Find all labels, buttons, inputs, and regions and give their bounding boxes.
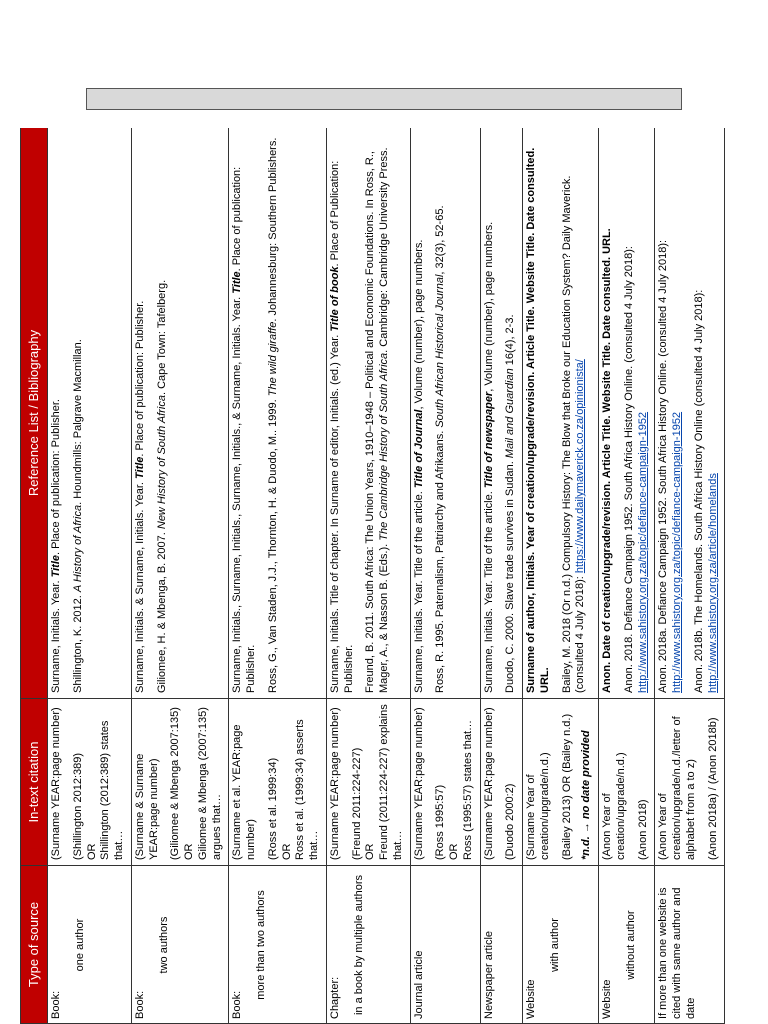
citation-example: OR (280, 843, 293, 860)
citation-example: Giliomee & Mbenga (2007:135) argues that… (196, 707, 223, 860)
in-text-citation-cell (48, 699, 132, 866)
table-row (655, 128, 725, 1024)
reference-text: Surname of author, Initials. Year of creation/upgrade/revision. Article Title. Website Title. Date consulted. URL. (525, 147, 551, 693)
reference-text: The wild giraffe (266, 321, 279, 397)
reference-text: Surname, Initials., Surname, Initials., Surname, Initials., & Surname, Initials. Year. (231, 293, 244, 693)
reference-text: Title (133, 456, 146, 479)
reference-text: Surname, Initials. Year. Title of the article. (482, 488, 495, 693)
citation-example: (Bailey 2013) OR (Bailey n.d.) (560, 713, 573, 860)
citation-format: (Surname YEAR:page number) (50, 707, 62, 860)
in-text-citation-cell (326, 699, 410, 866)
reference-text: A History of Africa (71, 504, 84, 593)
reference-example (561, 133, 589, 693)
gray-banner-bar (86, 88, 682, 110)
reference-format (601, 133, 615, 693)
reference-list-cell (523, 128, 599, 699)
source-type-label: If more than one website is cited with same author and date (657, 887, 697, 1019)
header-in-text-citation: In-text citation (21, 699, 48, 866)
reference-format (134, 133, 148, 693)
reference-text: Surname, Initials. Year. (50, 577, 62, 693)
citation-format: (Surname YEAR:page number) (482, 707, 495, 860)
citation-format: (Surname & Surname YEAR:page number) (133, 753, 160, 860)
source-subtype-label: one author (73, 918, 86, 972)
rotated-table-viewport (20, 128, 738, 1024)
reference-text: Ross, R. 1995. Paternalism, Patriarchy and Afrikaans. (434, 427, 447, 693)
citation-example: (Ross et al. 1999:34) (266, 757, 279, 860)
in-text-citation-cell (480, 699, 523, 866)
reference-text: Anon. 2018b. The Homelands. South Africa History Online (consulted 4 July 2018): (692, 289, 705, 693)
reference-text: The Cambridge History of South Africa (378, 352, 390, 541)
citation-format: (Anon Year of creation/upgrade/n.d.) (601, 752, 627, 860)
reference-example (623, 133, 651, 693)
reference-example (504, 133, 518, 693)
reference-text: . Place of publication: Publisher. (231, 166, 257, 693)
reference-text: Surname, Initials. Year. Title of the article. (412, 488, 425, 693)
source-type-cell (655, 866, 725, 1024)
reference-url-link[interactable]: http://www.sahistory.org.za/article/homelands (706, 473, 719, 693)
reference-text: . Place of publication: Publisher. (50, 399, 62, 555)
reference-example (267, 133, 281, 693)
reference-list-cell (131, 128, 229, 699)
table-row (523, 128, 599, 1024)
reference-text: Surname, Initials. & Surname, Initials. Year. (133, 478, 146, 693)
reference-text: , 32(3), 52-65. (434, 205, 447, 275)
reference-format (483, 133, 497, 693)
citation-example: (Ross 1995:57) (434, 784, 447, 860)
reference-example (434, 133, 448, 693)
source-type-label: Book: (50, 990, 62, 1019)
reference-text: South African Historical Journal (434, 274, 447, 428)
reference-text: , Volume (number), page numbers. (412, 239, 425, 410)
reference-text: . Cape Town: Tafelberg. (155, 279, 168, 396)
citation-example: Freund (2011:224-227) explains that… (378, 704, 404, 860)
source-type-label: Book: (231, 990, 244, 1019)
source-type-label: Journal article (412, 950, 425, 1019)
source-subtype-label: with author (548, 918, 561, 972)
reference-list-cell (410, 128, 480, 699)
reference-text: . Houndmills: Palgrave Macmillan. (71, 339, 84, 505)
source-type-cell (48, 866, 132, 1024)
reference-text: . Place of Publication: Publisher. (328, 160, 355, 693)
reference-text: New History of South Africa (155, 395, 168, 530)
reference-list-cell (326, 128, 410, 699)
citation-example: (Duodo 2000:2) (504, 783, 517, 860)
source-type-cell (410, 866, 480, 1024)
source-type-label: Newspaper article (482, 930, 495, 1019)
reference-text: Anon. 2018. Defiance Campaign 1952. South Africa History Online. (consulted 4 July 2018): (622, 246, 635, 693)
in-text-citation-cell (410, 699, 480, 866)
reference-text: Bailey, M. 2018 (Or n.d.) Compulsory History: The Blow that Broke our Education System? Daily Maverick. (consulted 4 July 2018): (560, 175, 587, 693)
source-subtype-label: two authors (157, 916, 170, 974)
reference-url-link[interactable]: http://www.sahistory.org.za/topic/defiance-campaign-1952 (636, 411, 649, 693)
source-type-cell (326, 866, 410, 1024)
citation-format: (Surname YEAR:page number) (412, 707, 425, 860)
source-subtype-label: more than two authors (255, 890, 267, 1000)
reference-url-link[interactable]: http://www.sahistory.org.za/topic/defiance-campaign-1952 (671, 411, 683, 693)
reference-example (693, 133, 721, 693)
reference-format (231, 133, 259, 693)
citation-format: (Anon Year of creation/upgrade/n.d./letter of alphabet from a to z) (657, 716, 697, 860)
reference-format (525, 133, 553, 693)
header-type-of-source: Type of source (21, 866, 48, 1024)
reference-text: . Johannesburg: Southern Publishers. (266, 137, 279, 322)
citation-example: OR (85, 843, 98, 860)
source-type-cell (480, 866, 523, 1024)
source-subtype-label: without author (624, 910, 637, 980)
citation-format: (Surname Year of creation/upgrade/n.d.) (525, 752, 551, 860)
reference-text: Title (231, 271, 244, 294)
table-row (410, 128, 480, 1024)
citation-format: (Surname YEAR:page number) (328, 707, 341, 860)
in-text-citation-cell (599, 699, 655, 866)
reference-text: Freund, B. 2011. South Africa: The Union Years, 1910–1948 – Political and Economic Foundations. In Ross, R., Mager, A., & Nasson B. (Eds.). (364, 151, 390, 693)
reference-list-cell (229, 128, 327, 699)
reference-format (413, 133, 427, 693)
referencing-table (20, 128, 725, 1024)
citation-example: Ross et al. (1999:34) asserts that… (294, 719, 320, 860)
reference-url-link[interactable]: https://www.dailymaverick.co.za/opinionista/ (574, 359, 587, 574)
reference-text: Surname, Initials. Title of chapter. In Surname of editor, Initials. (ed.) Year. (328, 331, 341, 693)
table-row (599, 128, 655, 1024)
reference-example (72, 133, 86, 693)
table-row (480, 128, 523, 1024)
table-row (131, 128, 229, 1024)
reference-text: , Volume (number), page numbers. (482, 221, 495, 392)
reference-example (156, 133, 170, 693)
citation-example: (Freund 2011:224-227) (350, 747, 363, 860)
citation-example: Shillington (2012:389) states that… (99, 720, 125, 860)
source-type-label: Website (525, 979, 537, 1019)
reference-text: Mail and Guardian (504, 368, 517, 459)
header-reference-list: Reference List / Bibliography (21, 128, 48, 699)
reference-format (657, 133, 685, 693)
source-type-cell (229, 866, 327, 1024)
source-type-label: Book: (133, 990, 146, 1019)
citation-example: (Anon 2018a) / (Anon 2018b) (706, 717, 719, 860)
reference-list-cell (599, 128, 655, 699)
citation-example: (Shillington 2012:389) (71, 752, 84, 860)
reference-text: Title of Journal (412, 409, 425, 489)
table-row (229, 128, 327, 1024)
reference-text: Giliomee, H. & Mbenga, B. 2007. (155, 529, 168, 693)
source-type-label: Website (601, 979, 613, 1019)
reference-text: Title of book (328, 266, 341, 332)
reference-format (329, 133, 357, 693)
in-text-citation-cell (229, 699, 327, 866)
in-text-citation-cell (655, 699, 725, 866)
citation-example: Ross (1995:57) states that… (461, 719, 474, 860)
citation-example: (Anon 2018) (636, 799, 649, 860)
citation-example: *n.d. → no date provided (580, 730, 593, 860)
reference-text: 16(4), 2-3. (504, 314, 517, 369)
source-type-label: Chapter: (328, 976, 341, 1019)
reference-list-cell (48, 128, 132, 699)
source-type-cell (523, 866, 599, 1024)
reference-list-cell (480, 128, 523, 699)
reference-text: Anon. 2018a. Defiance Campaign 1952. South Africa History Online. (consulted 4 July 2018): (657, 239, 670, 693)
reference-text: Title (50, 555, 62, 578)
reference-format (50, 133, 64, 693)
rotated-table-container (20, 128, 738, 1024)
reference-text: Anon. Date of creation/upgrade/revision. Article Title. Website Title. Date consulted. URL. (601, 228, 613, 693)
reference-text: Ross, G., Van Staden, J.J., Thornton, H. & Duodo, M.. 1999. (266, 396, 279, 693)
citation-example: OR (364, 843, 377, 860)
source-subtype-label: in a book by multiple authors (352, 874, 365, 1016)
reference-text: Duodo, C. 2000. Slave trade survives in Sudan. (504, 458, 517, 693)
reference-text: Title of newspaper (482, 391, 495, 489)
in-text-citation-cell (131, 699, 229, 866)
reference-text: Shillington, K. 2012. (71, 592, 84, 693)
source-type-cell (599, 866, 655, 1024)
in-text-citation-cell (523, 699, 599, 866)
citation-format: (Surname et al. YEAR:page number) (231, 724, 257, 860)
table-body (48, 128, 725, 1024)
source-type-cell (131, 866, 229, 1024)
reference-example (364, 133, 392, 693)
reference-text: . Place of publication: Publisher. (133, 300, 146, 457)
table-row (326, 128, 410, 1024)
citation-example: (Giliomee & Mbenga 2007:135) (169, 707, 182, 860)
reference-text: . Cambridge: Cambridge University Press. (378, 147, 390, 353)
reference-list-cell (655, 128, 725, 699)
citation-example: OR (183, 843, 195, 860)
table-row (48, 128, 132, 1024)
table-header-row (21, 128, 48, 1024)
citation-example: OR (448, 843, 460, 860)
